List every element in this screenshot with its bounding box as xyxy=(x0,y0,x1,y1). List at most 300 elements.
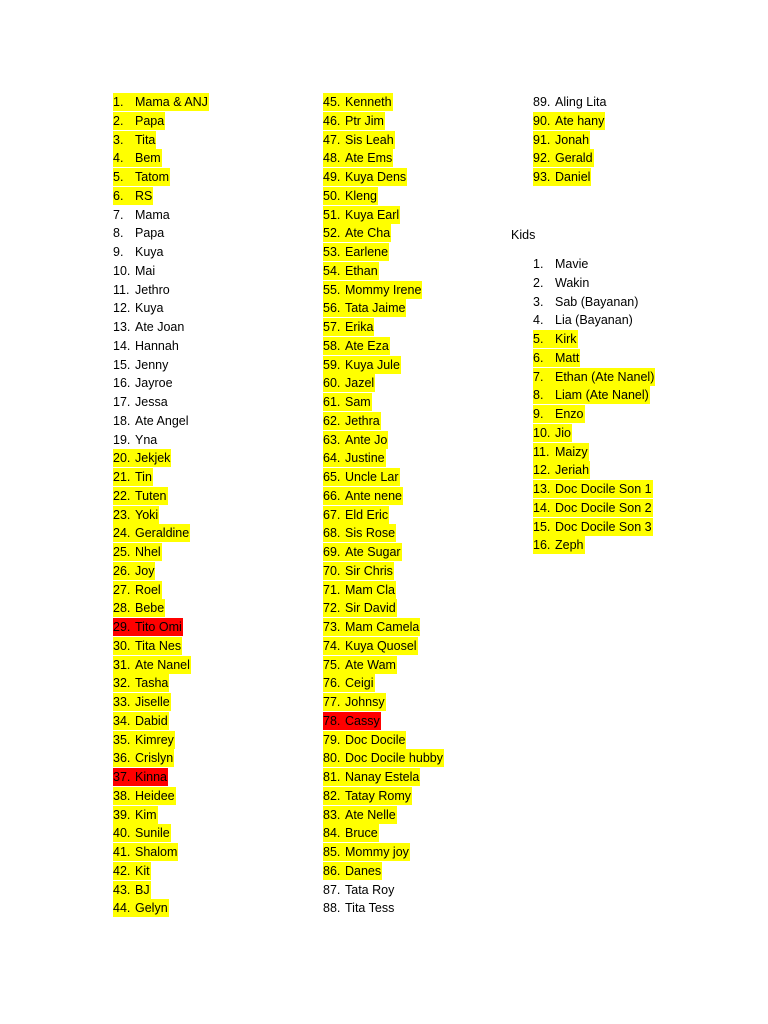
list-item xyxy=(113,618,209,637)
list-item-number: 83. xyxy=(323,807,341,822)
list-item xyxy=(533,255,655,274)
list-item-number: 43. xyxy=(113,882,131,897)
list-item-number: 52. xyxy=(323,226,341,241)
list-item xyxy=(533,93,606,112)
list-item-name: Kinna xyxy=(135,770,167,784)
list-item-number: 30. xyxy=(113,638,131,653)
list-item xyxy=(323,168,444,187)
list-item xyxy=(533,293,655,312)
list-item-content xyxy=(113,449,171,467)
list-item-number: 8. xyxy=(113,226,124,241)
list-item-name: Kuya Earl xyxy=(345,207,400,222)
list-item-name: Ate Eza xyxy=(345,338,389,353)
list-item-content xyxy=(113,862,151,880)
list-item-name: Sunile xyxy=(135,826,170,841)
list-item-number: 57. xyxy=(323,320,341,334)
list-item-name: Tita xyxy=(135,132,156,147)
list-item xyxy=(113,637,209,656)
list-item-number: 9. xyxy=(113,245,124,259)
list-item-name: Jenny xyxy=(135,357,169,372)
list-item xyxy=(113,374,209,393)
list-item-number: 48. xyxy=(323,151,341,166)
list-item-name: Ate Joan xyxy=(135,320,185,334)
list-item xyxy=(533,349,655,368)
list-item-content xyxy=(113,131,156,149)
list-item-number: 1. xyxy=(113,95,124,109)
list-item-number: 50. xyxy=(323,188,341,203)
list-item-content xyxy=(323,506,389,524)
list-item-name: Tatom xyxy=(135,170,170,184)
list-item-content xyxy=(323,599,397,617)
list-item-number: 73. xyxy=(323,620,341,634)
list-item-number: 78. xyxy=(323,713,341,728)
list-item xyxy=(323,112,444,131)
list-item-content xyxy=(113,543,162,561)
list-item xyxy=(533,311,655,330)
list-item xyxy=(323,468,444,487)
list-item-name: Geraldine xyxy=(135,526,190,541)
list-item-name: Doc Docile xyxy=(345,732,406,747)
list-item xyxy=(533,168,606,187)
list-item-number: 74. xyxy=(323,638,341,653)
list-item-number: 10. xyxy=(533,425,551,440)
list-item-name: Joy xyxy=(135,563,155,578)
list-item-name: Papa xyxy=(135,226,165,241)
list-item-number: 93. xyxy=(533,170,551,184)
list-item xyxy=(113,656,209,675)
list-item-content xyxy=(113,224,164,242)
list-item-name: Shalom xyxy=(135,845,178,859)
list-item-content xyxy=(323,281,422,299)
list-item-number: 2. xyxy=(113,113,124,128)
list-item-name: Tito Omi xyxy=(135,620,182,634)
list-item xyxy=(533,149,606,168)
kids-heading: Kids xyxy=(511,228,536,242)
list-item-content xyxy=(323,112,385,130)
list-item-name: Roel xyxy=(135,582,161,597)
list-item xyxy=(533,131,606,150)
list-item xyxy=(113,168,209,187)
list-item-number: 88. xyxy=(323,901,341,916)
list-item xyxy=(113,131,209,150)
list-item-content xyxy=(113,674,169,692)
list-item-content xyxy=(113,806,158,824)
list-item-content xyxy=(323,468,400,486)
list-item-name: Nanay Estela xyxy=(345,770,420,784)
list-item-content xyxy=(323,206,400,224)
list-item-number: 39. xyxy=(113,807,131,822)
list-item-number: 46. xyxy=(323,113,341,128)
list-item-name: Danes xyxy=(345,863,382,878)
list-item-number: 38. xyxy=(113,788,131,803)
list-item-name: Sam xyxy=(345,395,371,409)
list-item-name: Aling Lita xyxy=(555,95,607,109)
list-item-number: 66. xyxy=(323,488,341,503)
list-item xyxy=(323,581,444,600)
list-item xyxy=(323,824,444,843)
list-item-name: Dabid xyxy=(135,713,168,728)
list-item-number: 71. xyxy=(323,582,341,597)
list-item-number: 13. xyxy=(113,320,131,334)
list-item xyxy=(113,449,209,468)
list-item xyxy=(533,424,655,443)
list-item-number: 16. xyxy=(113,376,131,391)
list-item-content xyxy=(113,112,165,130)
list-item-number: 92. xyxy=(533,151,551,166)
guest-list-column-3 xyxy=(533,93,606,187)
list-item xyxy=(323,562,444,581)
list-item-name: Kuya Quosel xyxy=(345,638,417,653)
list-item-content xyxy=(323,543,402,561)
list-item-content xyxy=(323,806,397,824)
list-item-content xyxy=(113,487,168,505)
list-item-name: Tasha xyxy=(135,676,169,691)
list-item-name: Sis Leah xyxy=(345,132,394,147)
list-item-name: Kimrey xyxy=(135,732,174,747)
list-item-number: 3. xyxy=(533,294,544,309)
list-item-name: Matt xyxy=(555,350,580,365)
list-item-content xyxy=(323,393,372,411)
list-item xyxy=(113,862,209,881)
list-item-content xyxy=(533,424,572,442)
list-item xyxy=(323,206,444,225)
list-item-name: Sis Rose xyxy=(345,526,396,541)
list-item-content xyxy=(113,843,178,861)
list-item-number: 65. xyxy=(323,470,341,484)
list-item xyxy=(323,618,444,637)
list-item-content xyxy=(323,431,388,449)
list-item-name: Sir Chris xyxy=(345,563,393,578)
list-item xyxy=(323,131,444,150)
list-item xyxy=(323,843,444,862)
list-item-number: 14. xyxy=(533,500,551,515)
list-item-name: Jethra xyxy=(345,413,380,428)
list-item-content xyxy=(323,731,406,749)
list-item-number: 2. xyxy=(533,275,544,290)
guest-list-column-1 xyxy=(113,93,209,918)
list-item-name: Earlene xyxy=(345,245,389,259)
list-item-number: 49. xyxy=(323,170,341,184)
list-item xyxy=(323,862,444,881)
list-item xyxy=(113,243,209,262)
list-item xyxy=(323,506,444,525)
list-item xyxy=(323,356,444,375)
list-item-content xyxy=(113,431,157,449)
list-item-number: 80. xyxy=(323,751,341,766)
list-item-content xyxy=(533,461,590,479)
list-item-content xyxy=(113,412,189,430)
list-item-content xyxy=(533,311,633,329)
list-item xyxy=(323,187,444,206)
list-item-content xyxy=(533,293,638,311)
list-item-number: 27. xyxy=(113,582,131,597)
list-item xyxy=(323,224,444,243)
list-item xyxy=(113,187,209,206)
list-item-number: 32. xyxy=(113,676,131,691)
list-item xyxy=(323,524,444,543)
list-item-number: 55. xyxy=(323,282,341,297)
list-item-name: Ate Nanel xyxy=(135,657,190,672)
list-item xyxy=(323,693,444,712)
list-item-number: 20. xyxy=(113,451,131,466)
list-item-number: 14. xyxy=(113,338,131,353)
list-item-name: Mavie xyxy=(555,257,589,271)
list-item xyxy=(323,599,444,618)
list-item-name: Jessa xyxy=(135,395,168,409)
list-item-name: Mommy Irene xyxy=(345,282,422,297)
list-item-content xyxy=(323,524,396,542)
list-item-name: Tuten xyxy=(135,488,167,503)
list-item-content xyxy=(113,262,155,280)
list-item xyxy=(323,731,444,750)
list-item xyxy=(533,405,655,424)
list-item-content xyxy=(323,693,386,711)
list-item-name: Kuya Jule xyxy=(345,357,400,372)
list-item-name: Jethro xyxy=(135,282,170,297)
list-item-content xyxy=(533,405,585,423)
list-item xyxy=(113,318,209,337)
list-item xyxy=(113,543,209,562)
list-item-name: Jayroe xyxy=(135,376,173,391)
list-item-content xyxy=(323,581,396,599)
list-item-name: Ate Nelle xyxy=(345,807,396,822)
list-item xyxy=(113,299,209,318)
list-item-number: 45. xyxy=(323,95,341,109)
list-item xyxy=(113,262,209,281)
list-item-number: 28. xyxy=(113,601,131,616)
list-item-content xyxy=(533,274,589,292)
list-item-name: Ethan xyxy=(345,263,378,278)
list-item xyxy=(533,330,655,349)
list-item xyxy=(113,824,209,843)
list-item-content xyxy=(323,412,381,430)
list-item-content xyxy=(323,787,412,805)
list-item-content xyxy=(323,149,393,167)
list-item xyxy=(323,281,444,300)
list-item-name: Papa xyxy=(135,113,165,128)
list-item xyxy=(113,224,209,243)
list-item xyxy=(113,806,209,825)
list-item-content xyxy=(113,693,171,711)
list-item-number: 31. xyxy=(113,657,131,672)
list-item xyxy=(323,787,444,806)
list-item-name: Kuya Dens xyxy=(345,170,407,184)
list-item-name: Cassy xyxy=(345,713,380,728)
list-item-number: 70. xyxy=(323,563,341,578)
list-item xyxy=(323,768,444,787)
list-item-content xyxy=(113,374,173,392)
list-item-name: Tita Tess xyxy=(345,901,395,916)
list-item-content xyxy=(113,149,162,167)
list-item-content xyxy=(323,93,393,111)
list-item-content xyxy=(323,337,390,355)
list-item xyxy=(113,93,209,112)
list-item xyxy=(113,337,209,356)
list-item-content xyxy=(113,824,171,842)
list-item xyxy=(323,637,444,656)
list-item xyxy=(323,393,444,412)
list-item-name: Yoki xyxy=(135,507,159,522)
list-item-number: 77. xyxy=(323,695,341,709)
list-item xyxy=(113,393,209,412)
list-item-name: Kleng xyxy=(345,188,377,203)
list-item-number: 90. xyxy=(533,113,551,128)
list-item-content xyxy=(323,131,395,149)
list-item-name: Hannah xyxy=(135,338,179,353)
list-item-number: 11. xyxy=(533,444,550,459)
list-item-number: 35. xyxy=(113,732,131,747)
list-item-content xyxy=(533,386,650,404)
list-item-content xyxy=(113,393,168,411)
list-item xyxy=(533,386,655,405)
list-item-content xyxy=(323,862,382,880)
list-item-name: Kuya xyxy=(135,245,164,259)
list-item-name: Tata Jaime xyxy=(345,301,406,316)
list-item xyxy=(533,536,655,555)
list-item-content xyxy=(323,187,378,205)
list-item-name: Jeriah xyxy=(555,463,590,478)
list-item-number: 56. xyxy=(323,301,341,316)
list-item-name: Maizy xyxy=(555,444,588,459)
list-item xyxy=(113,599,209,618)
list-item-content xyxy=(113,618,183,636)
list-item xyxy=(323,749,444,768)
list-item-content xyxy=(113,581,162,599)
list-item-content xyxy=(323,899,394,917)
list-item-number: 42. xyxy=(113,863,131,878)
list-item-number: 44. xyxy=(113,901,131,916)
list-item xyxy=(323,149,444,168)
list-item xyxy=(113,749,209,768)
list-item-content xyxy=(323,449,386,467)
list-item-name: Justine xyxy=(345,451,385,466)
list-item-name: Ptr Jim xyxy=(345,113,384,128)
list-item xyxy=(113,112,209,131)
list-item-name: Bruce xyxy=(345,826,378,841)
list-item xyxy=(323,712,444,731)
guest-list-column-2 xyxy=(323,93,444,918)
list-item-number: 63. xyxy=(323,432,341,447)
list-item-content xyxy=(323,262,379,280)
list-item-content xyxy=(113,318,184,336)
list-item-name: Daniel xyxy=(555,170,591,184)
list-item xyxy=(533,480,655,499)
list-item-number: 22. xyxy=(113,488,131,503)
list-item-number: 61. xyxy=(323,395,341,409)
list-item-content xyxy=(323,618,420,636)
list-item-name: Tatay Romy xyxy=(345,788,411,803)
list-item-name: Sab (Bayanan) xyxy=(555,294,639,309)
list-item-number: 58. xyxy=(323,338,341,353)
list-item-number: 5. xyxy=(113,170,124,184)
list-item-number: 19. xyxy=(113,432,131,447)
list-item-content xyxy=(533,255,588,273)
list-item-content xyxy=(323,374,375,392)
list-item-name: Gelyn xyxy=(135,901,168,916)
list-item xyxy=(113,712,209,731)
list-item-content xyxy=(323,318,374,336)
list-item-name: Doc Docile Son 3 xyxy=(555,519,652,534)
list-item-name: Jazel xyxy=(345,376,375,391)
list-item-number: 6. xyxy=(113,188,124,203)
list-item xyxy=(113,487,209,506)
list-item-number: 10. xyxy=(113,263,131,278)
list-item-name: Ceigi xyxy=(345,676,374,691)
list-item-name: Doc Docile hubby xyxy=(345,751,443,766)
list-item-content xyxy=(533,149,594,167)
list-item-content xyxy=(533,536,585,554)
list-item-content xyxy=(113,206,170,224)
list-item-content xyxy=(323,824,379,842)
list-item xyxy=(113,149,209,168)
list-item-number: 12. xyxy=(533,463,551,478)
list-item-content xyxy=(533,131,590,149)
list-item-name: Mama & ANJ xyxy=(135,95,208,109)
list-item-content xyxy=(323,674,375,692)
list-item xyxy=(113,562,209,581)
list-item-name: Ate Cha xyxy=(345,226,391,241)
list-item-content xyxy=(113,299,164,317)
list-item-name: Tata Roy xyxy=(345,882,395,897)
list-item-content xyxy=(113,881,151,899)
list-item-content xyxy=(533,368,655,386)
list-item-content xyxy=(533,499,653,517)
list-item-number: 54. xyxy=(323,263,341,278)
list-item-number: 89. xyxy=(533,95,551,109)
list-item-number: 41. xyxy=(113,845,131,859)
kids-list xyxy=(533,255,655,555)
list-item-number: 16. xyxy=(533,538,551,553)
list-item-number: 81. xyxy=(323,770,341,784)
list-item-name: Bebe xyxy=(135,601,165,616)
list-item-name: Jiselle xyxy=(135,695,170,709)
list-item-number: 67. xyxy=(323,507,341,522)
list-item-content xyxy=(113,168,170,186)
list-item-content xyxy=(533,349,580,367)
list-item-name: Tin xyxy=(135,470,152,484)
list-item-content xyxy=(113,356,168,374)
list-item-number: 11. xyxy=(113,282,130,297)
list-item-name: Erika xyxy=(345,320,374,334)
list-item-content xyxy=(533,168,591,186)
list-item-number: 26. xyxy=(113,563,131,578)
list-item-number: 9. xyxy=(533,407,544,421)
list-item-name: Wakin xyxy=(555,275,590,290)
list-item-name: Kenneth xyxy=(345,95,392,109)
list-item-content xyxy=(113,506,159,524)
list-item xyxy=(323,299,444,318)
list-item-content xyxy=(113,468,153,486)
list-item-content xyxy=(113,281,170,299)
list-item-name: Eld Eric xyxy=(345,507,389,522)
list-item-content xyxy=(113,656,191,674)
list-item-name: Nhel xyxy=(135,545,161,559)
list-item xyxy=(323,674,444,693)
list-item-number: 15. xyxy=(113,357,131,372)
list-item-content xyxy=(113,562,155,580)
list-item xyxy=(533,443,655,462)
list-item xyxy=(113,674,209,693)
list-item xyxy=(113,468,209,487)
list-item-number: 3. xyxy=(113,132,124,147)
list-item xyxy=(533,112,606,131)
list-item xyxy=(533,274,655,293)
list-item-number: 24. xyxy=(113,526,131,541)
list-item-name: Ante Jo xyxy=(345,432,388,447)
list-item-content xyxy=(113,337,179,355)
list-item-number: 62. xyxy=(323,413,341,428)
list-item-content xyxy=(323,168,407,186)
